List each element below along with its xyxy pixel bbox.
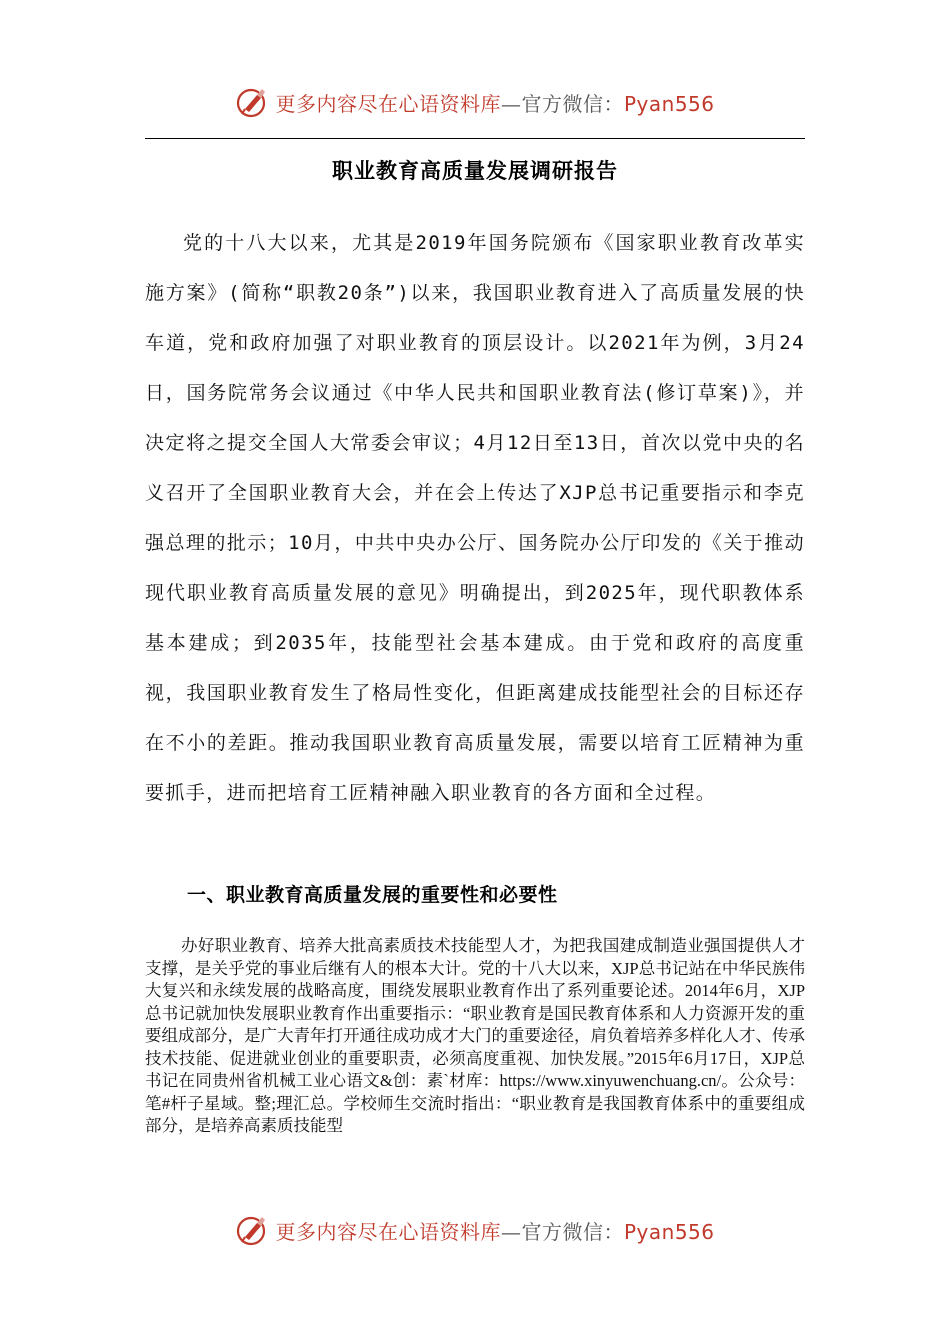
document-title: 职业教育高质量发展调研报告 (332, 159, 618, 183)
banner-wechat-id: Pyan556 (623, 1219, 715, 1244)
banner-label: 官方微信： (521, 91, 624, 116)
banner-title: 更多内容尽在心语资料库 (275, 91, 501, 116)
banner-title: 更多内容尽在心语资料库 (275, 1219, 501, 1244)
intro-paragraph: 党的十八大以来，尤其是2019年国务院颁布《国家职业教育改革实施方案》(简称“职教20条”)以来，我国职业教育进入了高质量发展的快车道，党和政府加强了对职业教育的顶层设计。以2021年为例，3月24日，国务院常务会议通过《中华人民共和国职业教育法(修订草案)》，并决定将之提交全国人大常委会审议；4月12日至13日，首次以党中央的名义召开了全国职业教育大会，并在会上传达了XJP总书记重要指示和李克强总理的批示；10月，中共中央办公厅、国务院办公厅印发的《关于推动现代职业教育高质量发展的意见》明确提出，到2025年，现代职教体系基本建成；到2035年，技能型社会基本建成。由于党和政府的高度重视，我国职业教育发生了格局性变化，但距离建成技能型社会的目标还存在不小的差距。推动我国职业教育高质量发展，需要以培育工匠精神为重要抓手，进而把培育工匠精神融入职业教育的各方面和全过程。 (145, 232, 805, 804)
section-heading: 一、职业教育高质量发展的重要性和必要性 (187, 884, 558, 906)
banner-wechat-id: Pyan556 (623, 91, 715, 116)
pen-logo-icon (235, 1213, 269, 1247)
pen-logo-icon (235, 85, 269, 119)
header-divider (145, 138, 805, 139)
banner-separator: — (500, 91, 522, 116)
footer-banner (0, 1210, 950, 1250)
section-paragraph: 办好职业教育、培养大批高素质技术技能型人才，为把我国建成制造业强国提供人才支撑，是关乎党的事业后继有人的根本大计。党的十八大以来，XJP总书记站在中华民族伟大复兴和永续发展的战略高度，围绕发展职业教育作出了系列重要论述。2014年6月，XJP总书记就加快发展职业教育作出重要指示：“职业教育是国民教育体系和人力资源开发的重要组成部分，是广大青年打开通往成功成才大门的重要途径，肩负着培养多样化人才、传承技术技能、促进就业创业的重要职责，必须高度重视、加快发展。”2015年6月17日，XJP总书记在同贵州省机械工业心语文&创：素`材库：https://www.xinyuwenchuang.cn/。公众号：笔#杆子星域。整;理汇总。学校师生交流时指出：“职业教育是我国教育体系中的重要组成部分，是培养高素质技能型 (145, 936, 805, 1135)
banner-label: 官方微信： (521, 1219, 624, 1244)
banner-separator: — (500, 1219, 522, 1244)
header-banner (0, 82, 950, 122)
